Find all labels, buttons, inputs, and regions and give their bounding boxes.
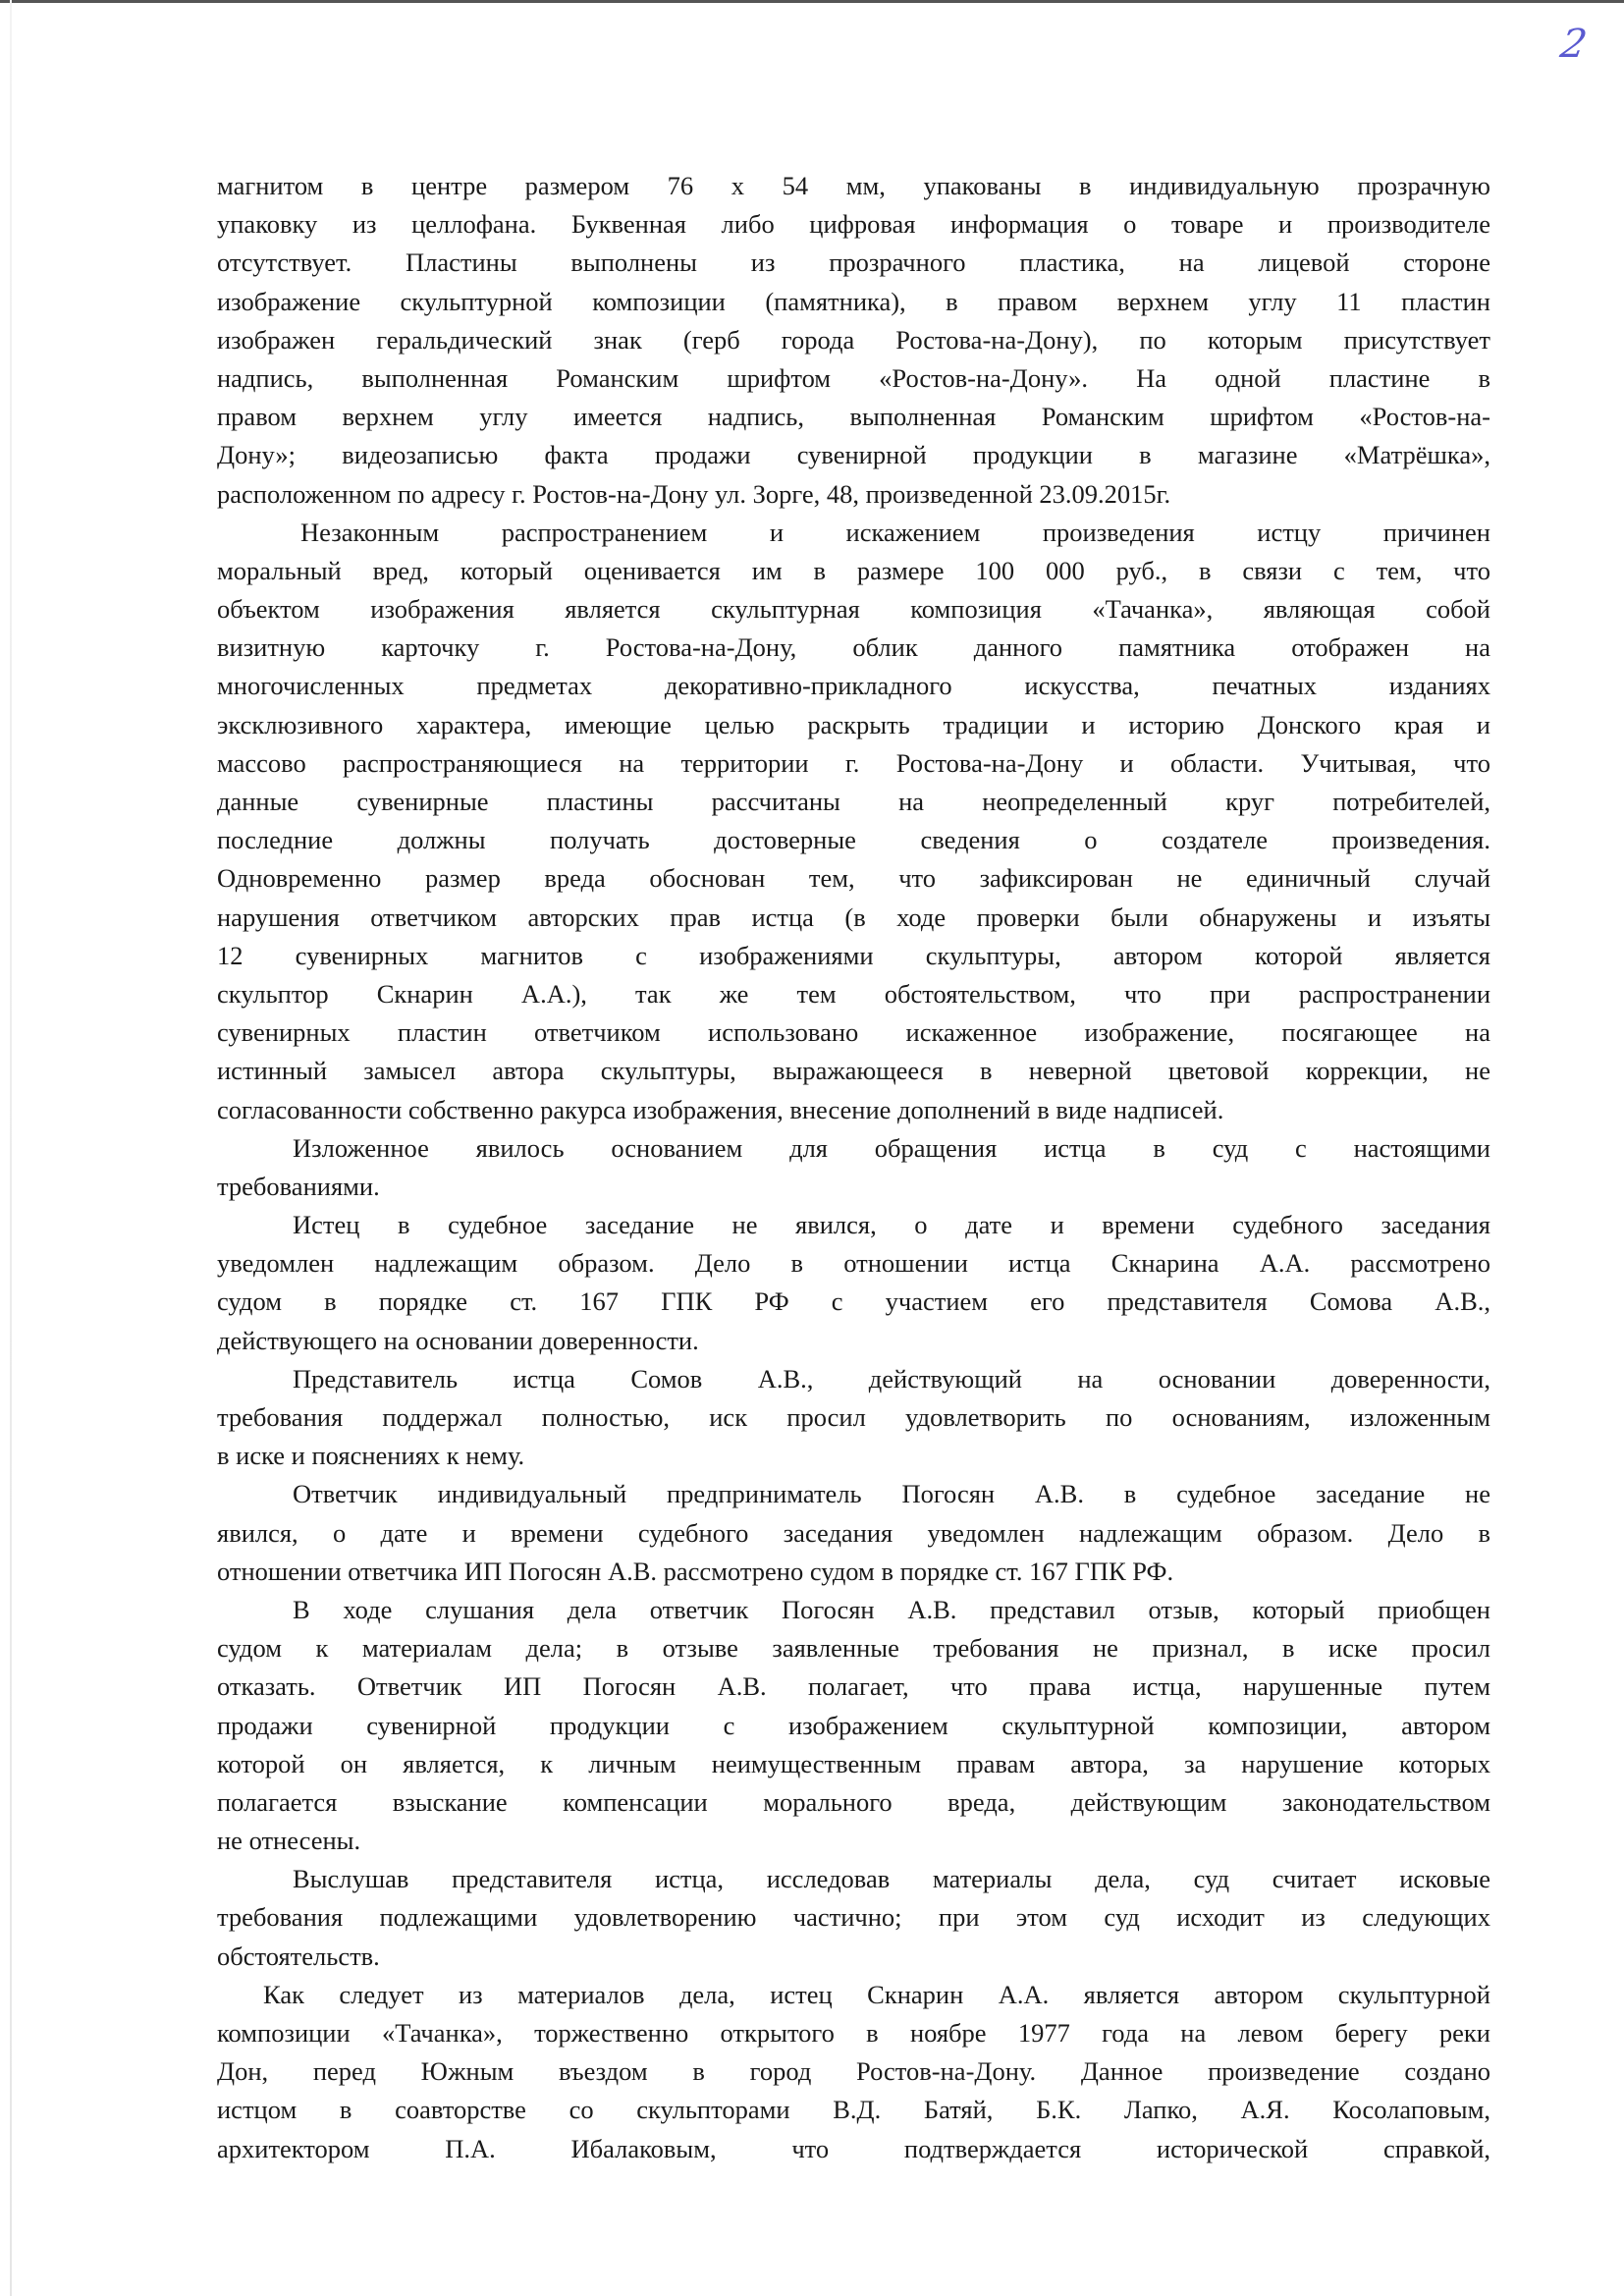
text-line: действующего на основании доверенности. bbox=[217, 1325, 699, 1355]
text-line: полагается взыскание компенсации морального вреда, действующим законодательством bbox=[217, 1786, 1490, 1817]
text-line: изображение скульптурной композиции (памятника), в правом верхнем углу 11 пластин bbox=[217, 286, 1490, 316]
text-line: В ходе слушания дела ответчик Погосян А.В. представил отзыв, который приобщен bbox=[293, 1594, 1490, 1624]
text-line: многочисленных предметах декоративно-прикладного искусства, печатных изданиях bbox=[217, 671, 1490, 701]
paragraph bbox=[217, 1475, 1490, 1591]
text-line: расположенном по адресу г. Ростов-на-Дону ул. Зорге, 48, произведенной 23.09.2015г. bbox=[217, 478, 1171, 509]
handwritten-page-number: 2 bbox=[1556, 22, 1591, 67]
text-line: данные сувенирные пластины рассчитаны на неопределенный круг потребителей, bbox=[217, 787, 1490, 816]
paragraph bbox=[217, 1591, 1490, 1860]
text-line: уведомлен надлежащим образом. Дело в отношении истца Скнарина А.А. рассмотрено bbox=[217, 1248, 1490, 1279]
text-line: Одновременно размер вреда обоснован тем, что зафиксирован не единичный случай bbox=[217, 863, 1490, 894]
text-line: упаковку из целлофана. Буквенная либо цифровая информация о товаре и производителе bbox=[217, 209, 1490, 240]
paragraph bbox=[217, 1206, 1490, 1360]
text-line: визитную карточку г. Ростова-на-Дону, облик данного памятника отображен на bbox=[217, 632, 1490, 663]
text-line: обстоятельств. bbox=[217, 1941, 380, 1971]
paragraph bbox=[217, 514, 1490, 1129]
text-line: Как следует из материалов дела, истец Скнарин А.А. является автором скульптурной bbox=[263, 1979, 1490, 2009]
text-line: требования подлежащими удовлетворению частично; при этом суд исходит из следующих bbox=[217, 1902, 1490, 1933]
text-line: композиции «Тачанка», торжественно открытого в ноябре 1977 года на левом берегу реки bbox=[217, 2018, 1490, 2048]
text-line: Истец в судебное заседание не явился, о дате и времени судебного заседания bbox=[293, 1210, 1490, 1240]
text-line: Дон, перед Южным въездом в город Ростов-на-Дону. Данное произведение создано bbox=[217, 2056, 1490, 2087]
text-line: судом к материалам дела; в отзыве заявленные требования не признал, в иске просил bbox=[217, 1633, 1490, 1664]
text-line: Дону»; видеозаписью факта продажи сувенирной продукции в магазине «Матрёшка», bbox=[217, 440, 1490, 470]
paragraph bbox=[217, 1860, 1490, 1976]
text-line: моральный вред, который оценивается им в размере 100 000 руб., в связи с тем, что bbox=[217, 555, 1490, 585]
text-line: массово распространяющиеся на территории г. Ростова-на-Дону и области. Учитывая, что bbox=[217, 747, 1490, 778]
text-line: надпись, выполненная Романским шрифтом «Ростов-на-Дону». На одной пластине в bbox=[217, 362, 1490, 393]
text-line: магнитом в центре размером 76 х 54 мм, упакованы в индивидуальную прозрачную bbox=[217, 171, 1490, 200]
scan-fold-shadow bbox=[10, 0, 12, 2296]
text-line: нарушения ответчиком авторских прав истца (в ходе проверки были обнаружены и изъяты bbox=[217, 902, 1490, 932]
paragraph bbox=[217, 1360, 1490, 1476]
text-line: истцом в соавторстве со скульпторами В.Д. Батяй, Б.К. Лапко, А.Я. Косолаповым, bbox=[217, 2095, 1490, 2125]
text-line: эксклюзивного характера, имеющие целью раскрыть традиции и историю Донского края и bbox=[217, 709, 1490, 739]
text-line: отказать. Ответчик ИП Погосян А.В. полагает, что права истца, нарушенные путем bbox=[217, 1671, 1490, 1702]
text-line: Выслушав представителя истца, исследовав материалы дела, суд считает исковые bbox=[293, 1864, 1490, 1894]
text-line: истинный замысел автора скульптуры, выражающееся в неверной цветовой коррекции, не bbox=[217, 1056, 1490, 1086]
text-line: объектом изображения является скульптурная композиция «Тачанка», являющая собой bbox=[217, 594, 1490, 625]
scan-top-edge bbox=[0, 0, 1624, 3]
text-line: Представитель истца Сомов А.В., действующий на основании доверенности, bbox=[293, 1363, 1490, 1394]
text-line: требованиями. bbox=[217, 1171, 380, 1201]
text-line: правом верхнем углу имеется надпись, выполненная Романским шрифтом «Ростов-на- bbox=[217, 402, 1490, 432]
text-line: последние должны получать достоверные сведения о создателе произведения. bbox=[217, 825, 1490, 855]
paragraph bbox=[217, 167, 1490, 514]
text-line: архитектором П.А. Ибалаковым, что подтверждается исторической справкой, bbox=[217, 2133, 1490, 2163]
text-line: изображен геральдический знак (герб города Ростова-на-Дону), по которым присутствует bbox=[217, 324, 1490, 355]
text-line: Изложенное явилось основанием для обращения истца в суд с настоящими bbox=[293, 1132, 1490, 1163]
text-line: Незаконным распространением и искажением произведения истцу причинен bbox=[300, 517, 1490, 547]
text-line: сувенирных пластин ответчиком использовано искаженное изображение, посягающее на bbox=[217, 1017, 1490, 1048]
text-line: согласованности собственно ракурса изображения, внесение дополнений в виде надписей. bbox=[217, 1094, 1224, 1124]
text-line: скульптор Скнарин А.А.), так же тем обстоятельством, что при распространении bbox=[217, 978, 1490, 1009]
text-line: которой он является, к личным неимущественным правам автора, за нарушение которых bbox=[217, 1748, 1490, 1778]
text-line: отсутствует. Пластины выполнены из прозрачного пластика, на лицевой стороне bbox=[217, 247, 1490, 278]
document-body bbox=[217, 167, 1490, 2168]
text-line: 12 сувенирных магнитов с изображениями скульптуры, автором которой является bbox=[217, 940, 1490, 970]
text-line: требования поддержал полностью, иск просил удовлетворить по основаниям, изложенным bbox=[217, 1402, 1490, 1432]
text-line: Ответчик индивидуальный предприниматель Погосян А.В. в судебное заседание не bbox=[293, 1479, 1490, 1509]
paragraph bbox=[217, 1976, 1490, 2168]
text-line: продажи сувенирной продукции с изображением скульптурной композиции, автором bbox=[217, 1710, 1490, 1740]
text-line: не отнесены. bbox=[217, 1826, 361, 1856]
text-line: в иске и пояснениях к нему. bbox=[217, 1441, 525, 1471]
text-line: явился, о дате и времени судебного заседания уведомлен надлежащим образом. Дело в bbox=[217, 1517, 1490, 1548]
paragraph bbox=[217, 1129, 1490, 1206]
text-line: судом в порядке ст. 167 ГПК РФ с участием его представителя Сомова А.В., bbox=[217, 1286, 1490, 1317]
text-line: отношении ответчика ИП Погосян А.В. рассмотрено судом в порядке ст. 167 ГПК РФ. bbox=[217, 1556, 1174, 1586]
